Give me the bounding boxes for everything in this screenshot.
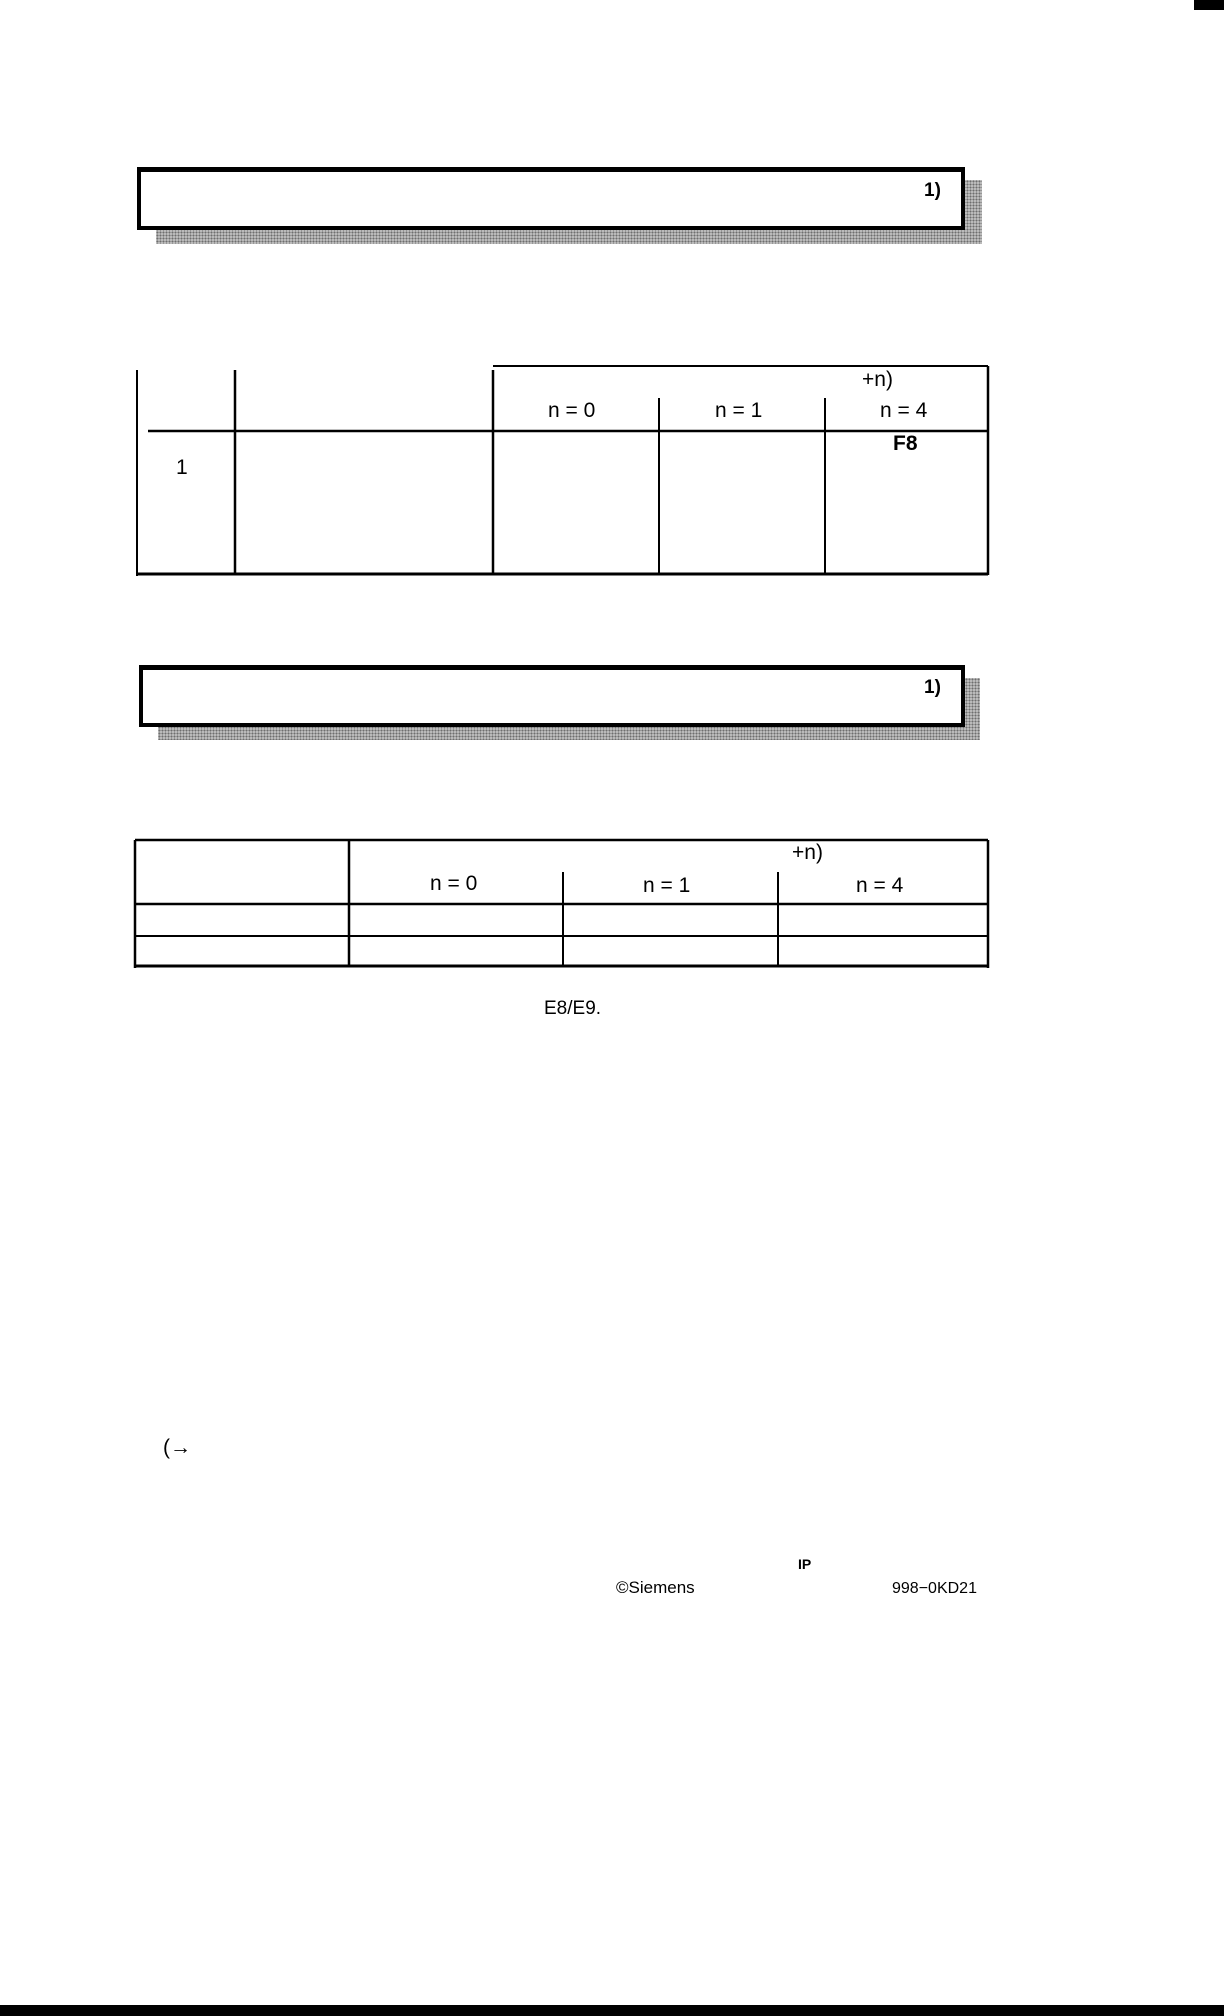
section1-table-header-suffix: +n) [862, 368, 893, 391]
section1-row-value-n4: F8 [893, 432, 918, 455]
section1-row-number: 1 [176, 456, 188, 479]
section2-col-n0: n = 0 [430, 872, 478, 895]
section1-col-n0: n = 0 [548, 399, 596, 422]
section2-col-n1: n = 1 [643, 874, 691, 897]
footer-copyright: ©Siemens [616, 1578, 695, 1597]
section2-heading-note: 1) [924, 677, 941, 698]
section2-col-n4: n = 4 [856, 874, 904, 897]
section2-table-header-suffix: +n) [792, 841, 823, 864]
arrow-fragment: (→ [163, 1436, 191, 1459]
section1-col-n4: n = 4 [880, 399, 928, 422]
footer-order-number: 998−0KD21 [892, 1580, 977, 1597]
section1-heading-note: 1) [924, 180, 941, 201]
section2-table-grid [0, 0, 1224, 1000]
section1-col-n1: n = 1 [715, 399, 763, 422]
section2-footnote-fragment: E8/E9. [544, 998, 602, 1019]
bottom-bar [0, 2005, 1224, 2016]
footer-ip: IP [798, 1556, 812, 1572]
